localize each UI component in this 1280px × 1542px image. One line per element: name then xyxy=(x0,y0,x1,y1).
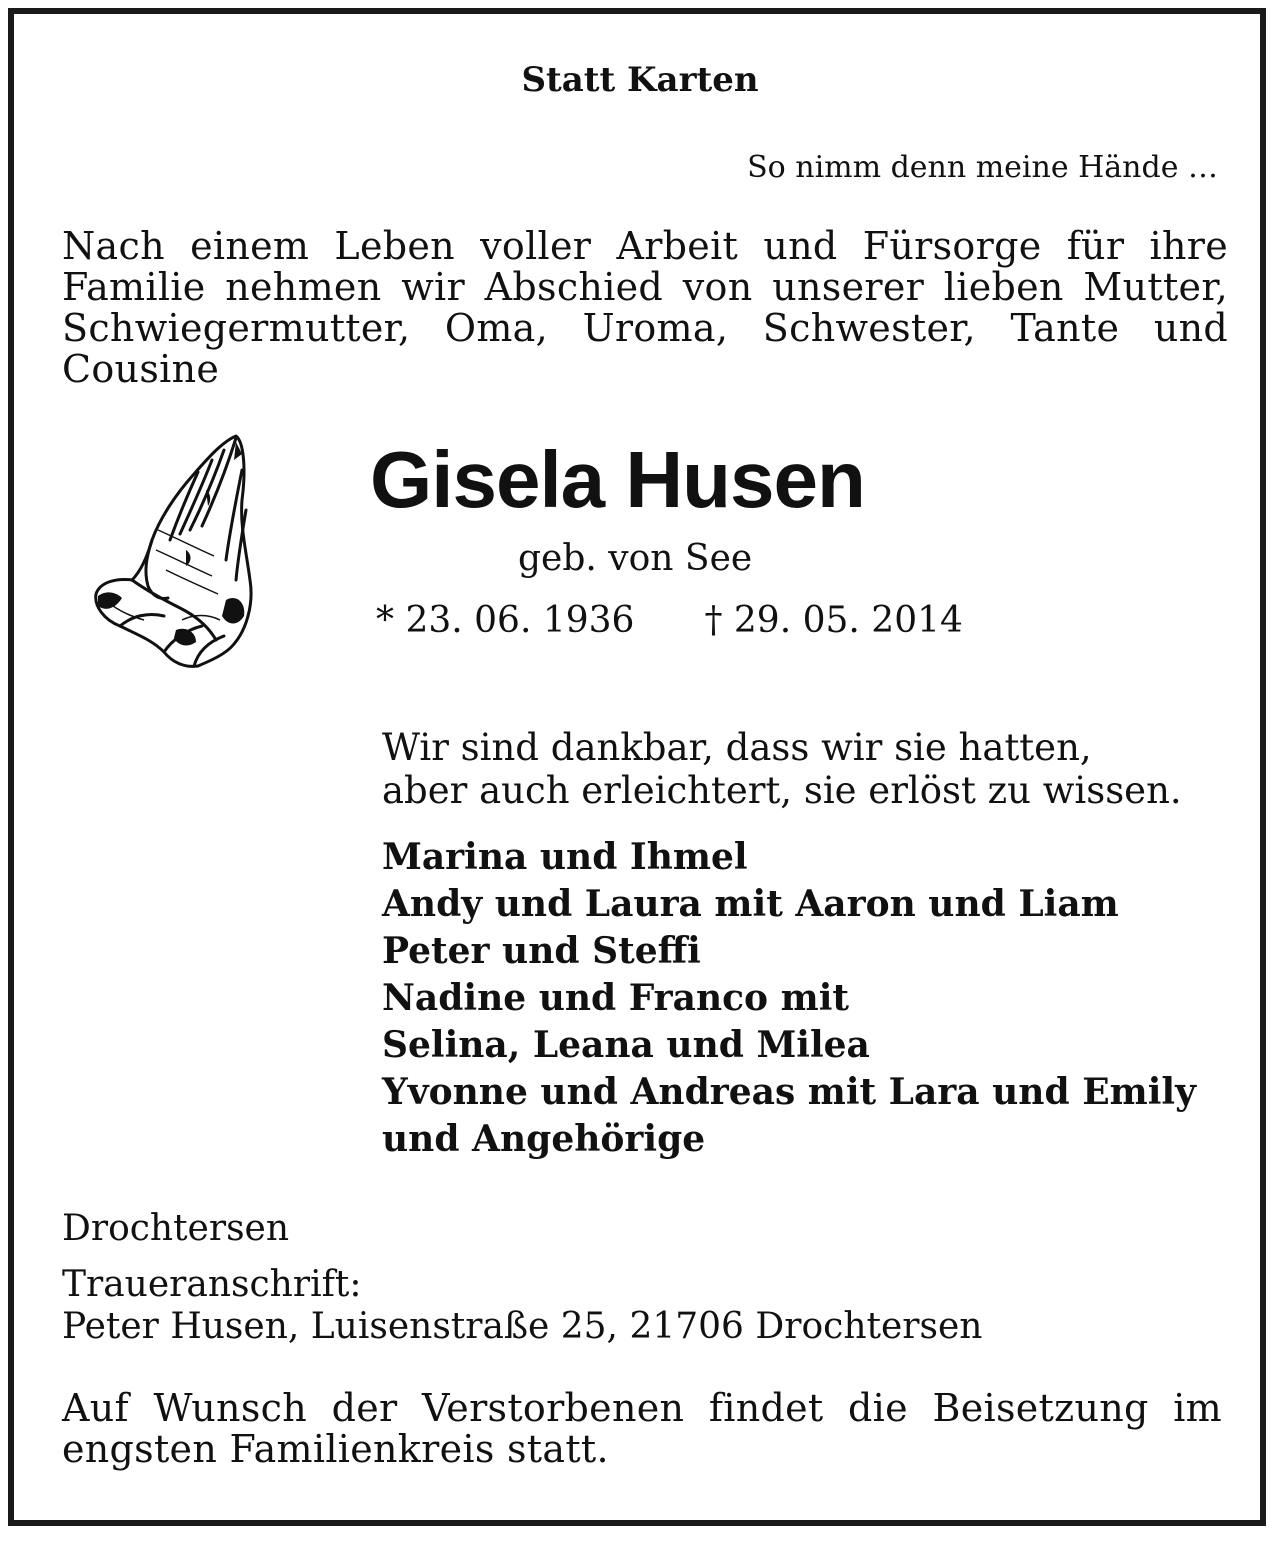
address-label: Traueranschrift: xyxy=(62,1264,362,1305)
address-text: Peter Husen, Luisenstraße 25, 21706 Drochtersen xyxy=(62,1306,983,1347)
mourner-line: Andy und Laura mit Aaron und Liam xyxy=(382,883,1119,925)
mourner-line: Nadine und Franco mit xyxy=(382,977,849,1019)
gratitude-line: aber auch erleichtert, sie erlöst zu wissen. xyxy=(382,769,1182,812)
notice-header: Statt Karten xyxy=(521,60,759,100)
birth-date: * 23. 06. 1936 xyxy=(376,600,635,641)
closing-paragraph: Auf Wunsch der Verstorbenen findet die Beisetzung im engsten Familienkreis statt. xyxy=(62,1386,1222,1471)
place-name: Drochtersen xyxy=(62,1208,290,1249)
mourner-line: Peter und Steffi xyxy=(382,930,701,972)
mourner-line: Yvonne und Andreas mit Lara und Emily xyxy=(382,1071,1196,1113)
intro-paragraph: Nach einem Leben voller Arbeit und Fürsorge für ihre Familie nehmen wir Abschied von unserer lieben Mutter, Schwiegermutter, Oma, Uroma, Schwester, Tante und Cousine xyxy=(62,224,1228,391)
life-dates xyxy=(376,600,963,641)
motto-text: So nimm denn meine Hände … xyxy=(747,150,1218,185)
gratitude-text xyxy=(382,726,1182,812)
mourner-line: Selina, Leana und Milea xyxy=(382,1024,870,1066)
gratitude-line: Wir sind dankbar, dass wir sie hatten, xyxy=(382,726,1092,769)
birth-name: geb. von See xyxy=(518,538,753,579)
mourners-list xyxy=(382,834,1196,1163)
mourning-address xyxy=(62,1264,982,1348)
praying-hands-icon xyxy=(86,430,256,670)
death-date: † 29. 05. 2014 xyxy=(704,600,963,641)
deceased-name: Gisela Husen xyxy=(370,435,865,524)
mourner-line: Marina und Ihmel xyxy=(382,836,748,878)
mourner-line: und Angehörige xyxy=(382,1118,706,1160)
